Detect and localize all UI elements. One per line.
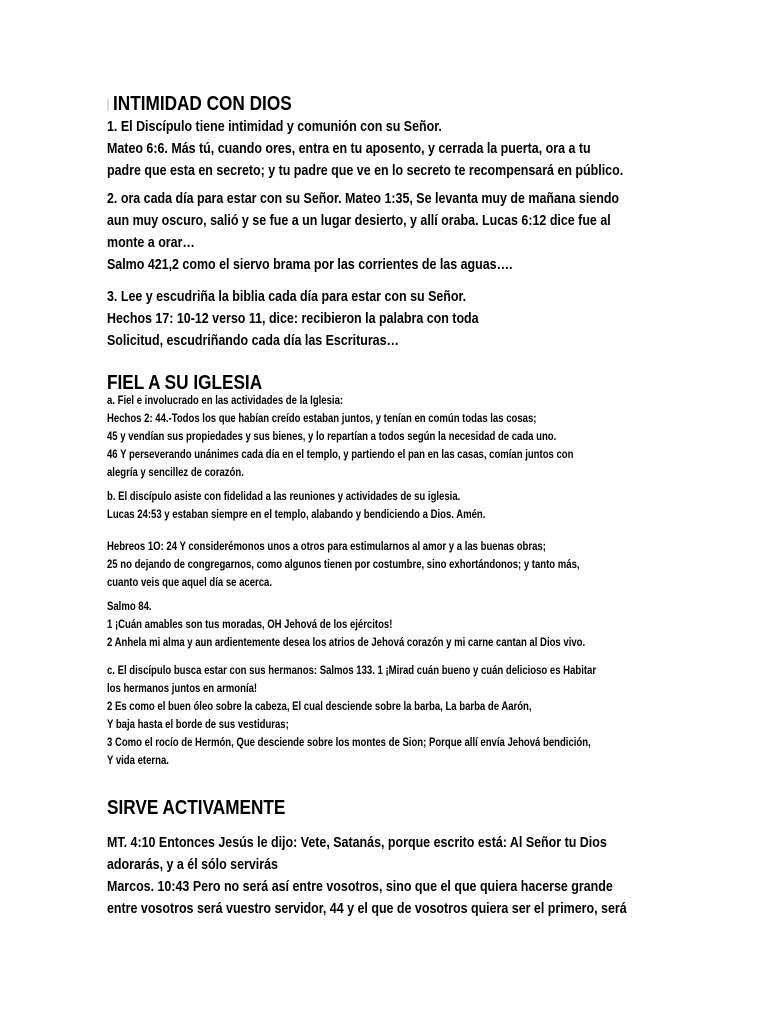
body-line: 1. El Discípulo tiene intimidad y comunión con su Señor. [107, 118, 442, 135]
body-line: a. Fiel e involucrado en las actividades de la Iglesia: [107, 395, 344, 407]
body-line: 2. ora cada día para estar con su Señor. Mateo 1:35, Se levanta muy de mañana siendo [107, 190, 620, 207]
section-heading-sirve: SIRVE ACTIVAMENTE [107, 797, 286, 819]
body-line: 2 Es como el buen óleo sobre la cabeza, El cual desciende sobre la barba, La barba de Aarón, [107, 701, 532, 713]
body-line: Mateo 6:6. Más tú, cuando ores, entra en tu aposento, y cerrada la puerta, ora a tu [107, 140, 591, 157]
text-cursor-marker [107, 99, 109, 111]
body-line: los hermanos juntos en armonía! [107, 683, 258, 695]
body-line: Salmo 84. [107, 601, 152, 613]
body-line: monte a orar… [107, 234, 195, 251]
body-line: Hebreos 1O: 24 Y considerémonos unos a otros para estimularnos al amor y a las buenas obras; [107, 541, 546, 553]
body-line: 45 y vendían sus propiedades y sus bienes, y lo repartían a todos según la necesidad de cada uno. [107, 431, 557, 443]
body-line: 25 no dejando de congregarnos, como algunos tienen por costumbre, sino exhortándonos; y tanto más, [107, 559, 580, 571]
body-line: padre que esta en secreto; y tu padre que ve en lo secreto te recompensará en público. [107, 162, 624, 179]
body-line: Lucas 24:53 y estaban siempre en el templo, alabando y bendiciendo a Dios. Amén. [107, 509, 486, 521]
section-heading-fiel: FIEL A SU IGLESIA [107, 372, 263, 394]
body-line: b. El discípulo asiste con fidelidad a las reuniones y actividades de su iglesia. [107, 491, 461, 503]
body-line: aun muy oscuro, salió y se fue a un lugar desierto, y allí oraba. Lucas 6:12 dice fue al [107, 212, 611, 229]
body-line: Marcos. 10:43 Pero no será así entre vosotros, sino que el que quiera hacerse grande [107, 878, 613, 895]
body-line: Hechos 2: 44.-Todos los que habían creído estaban juntos, y tenían en común todas las cosas; [107, 413, 537, 425]
body-line: Salmo 421,2 como el siervo brama por las corrientes de las aguas…. [107, 256, 513, 273]
body-line: 2 Anhela mi alma y aun ardientemente desea los atrios de Jehová corazón y mi carne cantan al Dios vivo. [107, 637, 586, 649]
body-line: entre vosotros será vuestro servidor, 44 y el que de vosotros quiera ser el primero, será [107, 900, 627, 917]
body-line: cuanto veis que aquel día se acerca. [107, 577, 273, 589]
body-line: alegría y sencillez de corazón. [107, 467, 244, 479]
body-line: 3. Lee y escudriña la biblia cada día para estar con su Señor. [107, 288, 467, 305]
body-line: Hechos 17: 10-12 verso 11, dice: recibieron la palabra con toda [107, 310, 479, 327]
body-line: Y baja hasta el borde de sus vestiduras; [107, 719, 289, 731]
body-line: adorarás, y a él sólo servirás [107, 856, 278, 873]
body-line: 3 Como el rocío de Hermón, Que desciende sobre los montes de Sion; Porque allí envía Jehová bendición, [107, 737, 591, 749]
body-line: c. El discípulo busca estar con sus hermanos: Salmos 133. 1 ¡Mirad cuán bueno y cuán delicioso es Habitar [107, 665, 597, 677]
body-line: 46 Y perseverando unánimes cada día en el templo, y partiendo el pan en las casas, comían juntos con [107, 449, 574, 461]
body-line: 1 ¡Cuán amables son tus moradas, OH Jehová de los ejércitos! [107, 619, 393, 631]
body-line: Y vida eterna. [107, 755, 169, 767]
body-line: MT. 4:10 Entonces Jesús le dijo: Vete, Satanás, porque escrito está: Al Señor tu Dios [107, 834, 607, 851]
section-heading-intimidad: INTIMIDAD CON DIOS [113, 93, 292, 115]
body-line: Solicitud, escudriñando cada día las Escrituras… [107, 332, 399, 349]
